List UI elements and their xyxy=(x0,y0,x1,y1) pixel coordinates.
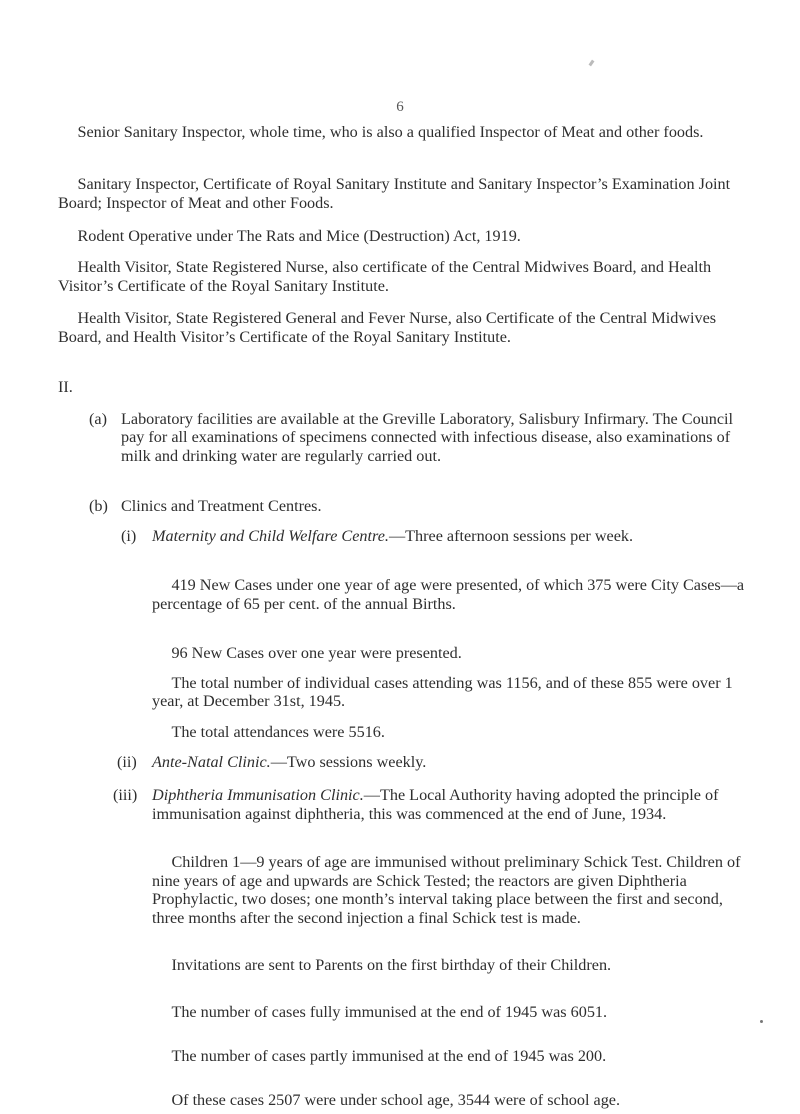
staff-entry-3: Rodent Operative under The Rats and Mice (Destruction) Act, 1919. xyxy=(77,226,521,245)
section-heading: II. xyxy=(58,378,73,397)
item-i-label: (i) xyxy=(121,526,137,545)
staff-entry-4: Health Visitor, State Registered Nurse, also certificate of the Central Midwives Board, and Health Visitor’s Certificate of the Royal Sanitary Institute. xyxy=(58,258,712,295)
item-i-para-4: The total attendances were 5516. xyxy=(171,722,385,741)
item-iii-text: Diphtheria Immunisation Clinic.—The Local Authority having adopted the principle of immunisation against diphtheria, this was commenced at the end of June, 1934. xyxy=(152,785,719,823)
item-b-label: (b) xyxy=(89,497,108,516)
item-a-label: (a) xyxy=(89,409,107,428)
item-iii-para-3: The number of cases fully immunised at the end of 1945 was 6051. xyxy=(171,1002,608,1021)
scan-speck xyxy=(589,60,595,67)
staff-entry-5: Health Visitor, State Registered General and Fever Nurse, also Certificate of the Central Midwives Board, and Health Visitor’s Certificate of the Royal Sanitary Institute. xyxy=(58,309,717,346)
item-i-para-2: 96 New Cases over one year were presented. xyxy=(171,644,462,663)
item-i-para-1: 419 New Cases under one year of age were presented, of which 375 were City Cases—a percentage of 65 per cent. of the annual Births. xyxy=(152,576,745,613)
page-number: 6 xyxy=(396,99,404,115)
item-ii-text: Ante-Natal Clinic.—Two sessions weekly. xyxy=(152,753,427,772)
staff-entry-2: Sanitary Inspector, Certificate of Royal Sanitary Institute and Sanitary Inspector’s Examination Joint Board; Inspector of Meat and other Foods. xyxy=(58,175,731,213)
item-i-para-3: The total number of individual cases attending was 1156, and of these 855 were over 1 year, at December 31st, 1945. xyxy=(152,673,733,711)
scan-speck xyxy=(760,1020,763,1023)
item-iii-title: Diphtheria Immunisation Clinic. xyxy=(152,785,364,804)
item-b-text: Clinics and Treatment Centres. xyxy=(121,497,322,516)
item-iii-para-5: Of these cases 2507 were under school age, 3544 were of school age. xyxy=(171,1091,621,1110)
item-ii-title: Ante-Natal Clinic. xyxy=(152,753,271,772)
item-iii-label: (iii) xyxy=(113,785,138,804)
item-iii-para-4: The number of cases partly immunised at the end of 1945 was 200. xyxy=(171,1046,607,1065)
item-i-title: Maternity and Child Welfare Centre. xyxy=(152,526,389,545)
item-iii-para-1: Children 1—9 years of age are immunised without preliminary Schick Test. Children of nine years of age and upwards are Schick Tested; the reactors are given Diphtheria Prophylactic, two doses; one month’s interval taking place between the first and second, three months after the second injection a final Schick test is made. xyxy=(152,852,741,928)
item-a-text: Laboratory facilities are available at the Greville Laboratory, Salisbury Infirmary. The Council pay for all examinations of specimens connected with infectious disease, also examinations of milk and drinking water are regularly carried out. xyxy=(121,409,734,466)
item-iii-para-2: Invitations are sent to Parents on the first birthday of their Children. xyxy=(171,956,612,975)
item-ii-label: (ii) xyxy=(117,753,137,772)
item-i-text: Maternity and Child Welfare Centre.—Three afternoon sessions per week. xyxy=(152,526,634,545)
staff-entry-1: Senior Sanitary Inspector, whole time, who is also a qualified Inspector of Meat and other foods. xyxy=(77,123,704,142)
